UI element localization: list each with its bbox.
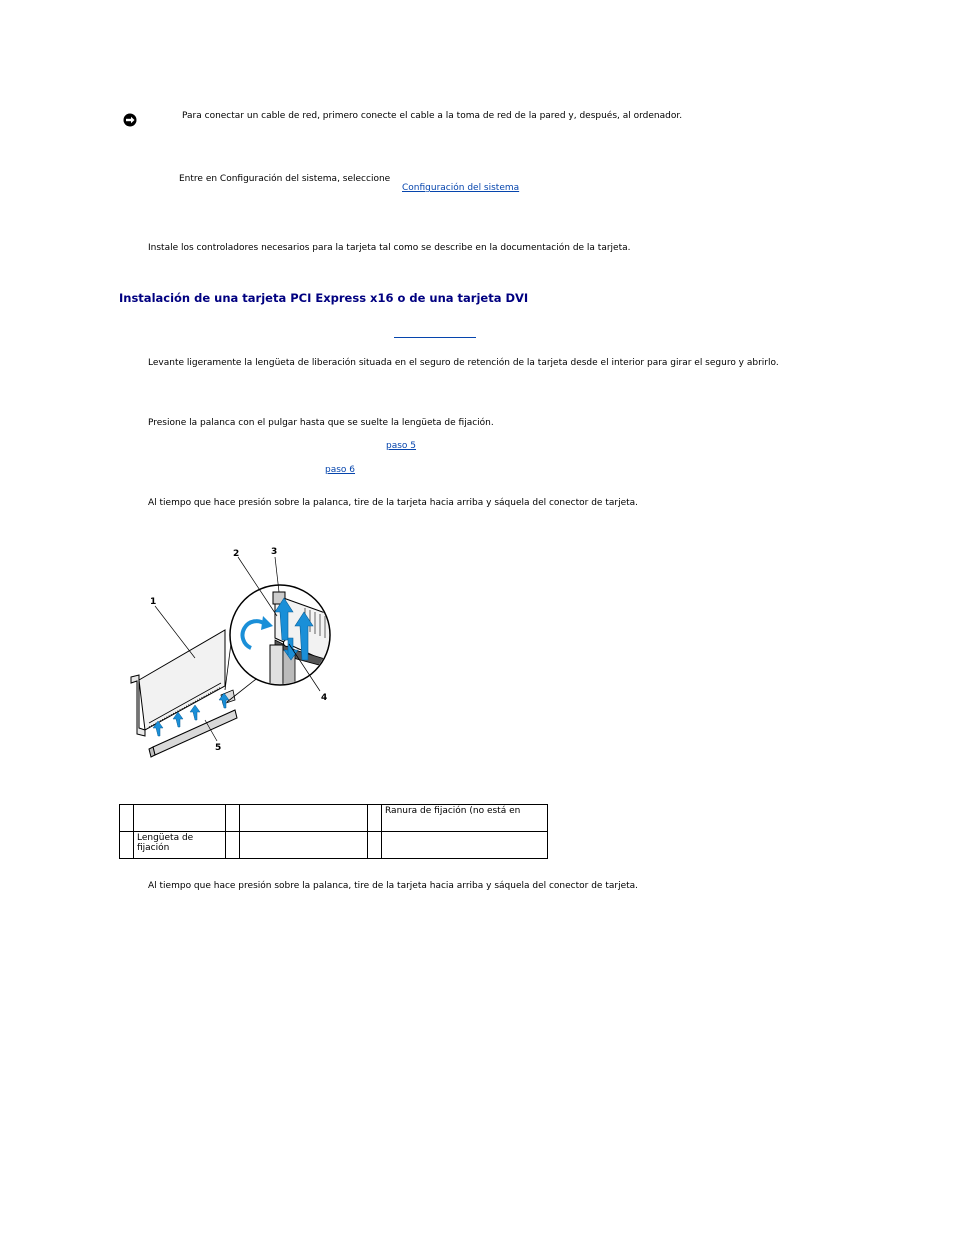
- table-cell: Lengüeta de fijación: [134, 832, 226, 859]
- step-pull-repeat-text: Al tiempo que hace presión sobre la palanca, tire de la tarjeta hacia arriba y sáquela del conector de tarjeta.: [148, 881, 639, 891]
- table-cell: [120, 832, 134, 859]
- drivers-text: Instale los controladores necesarios para la tarjeta tal como se describe en la documentación de la tarjeta.: [148, 243, 631, 253]
- system-setup-link[interactable]: Configuración del sistema: [402, 183, 520, 193]
- table-cell: [240, 805, 368, 832]
- paso-6-link[interactable]: paso 6: [325, 465, 356, 475]
- table-cell: Ranura de fijación (no está en: [382, 805, 548, 832]
- table-cell: [226, 832, 240, 859]
- callout-5: 5: [215, 743, 222, 753]
- paso-5-link[interactable]: paso 5: [386, 441, 417, 451]
- callout-table: [119, 804, 548, 859]
- notice-icon: [123, 113, 137, 127]
- table-row: [120, 832, 548, 859]
- table-cell: [240, 832, 368, 859]
- callout-4: 4: [321, 693, 328, 703]
- callout-3: 3: [271, 547, 278, 557]
- section-heading: Instalación de una tarjeta PCI Express x16 o de una tarjeta DVI: [119, 291, 529, 305]
- step-pull-text: Al tiempo que hace presión sobre la palanca, tire de la tarjeta hacia arriba y sáquela del conector de tarjeta.: [148, 498, 639, 508]
- empty-link[interactable]: [394, 337, 476, 338]
- callout-2: 2: [233, 549, 240, 559]
- step-release-text: Levante ligeramente la lengüeta de liberación situada en el seguro de retención de la tarjeta desde el interior para girar el seguro y abrirlo.: [148, 358, 779, 368]
- table-cell: [382, 832, 548, 859]
- notice-text: Para conectar un cable de red, primero conecte el cable a la toma de red de la pared y, después, al ordenador.: [182, 111, 683, 121]
- table-cell: [368, 805, 382, 832]
- table-cell: [120, 805, 134, 832]
- callout-1: 1: [150, 597, 157, 607]
- table-cell: [134, 805, 226, 832]
- table-row: [120, 805, 548, 832]
- setup-text: Entre en Configuración del sistema, seleccione: [179, 174, 391, 184]
- table-cell: [368, 832, 382, 859]
- table-cell: [226, 805, 240, 832]
- step-press-text: Presione la palanca con el pulgar hasta que se suelte la lengüeta de fijación.: [148, 418, 494, 428]
- card-removal-illustration: [125, 540, 350, 765]
